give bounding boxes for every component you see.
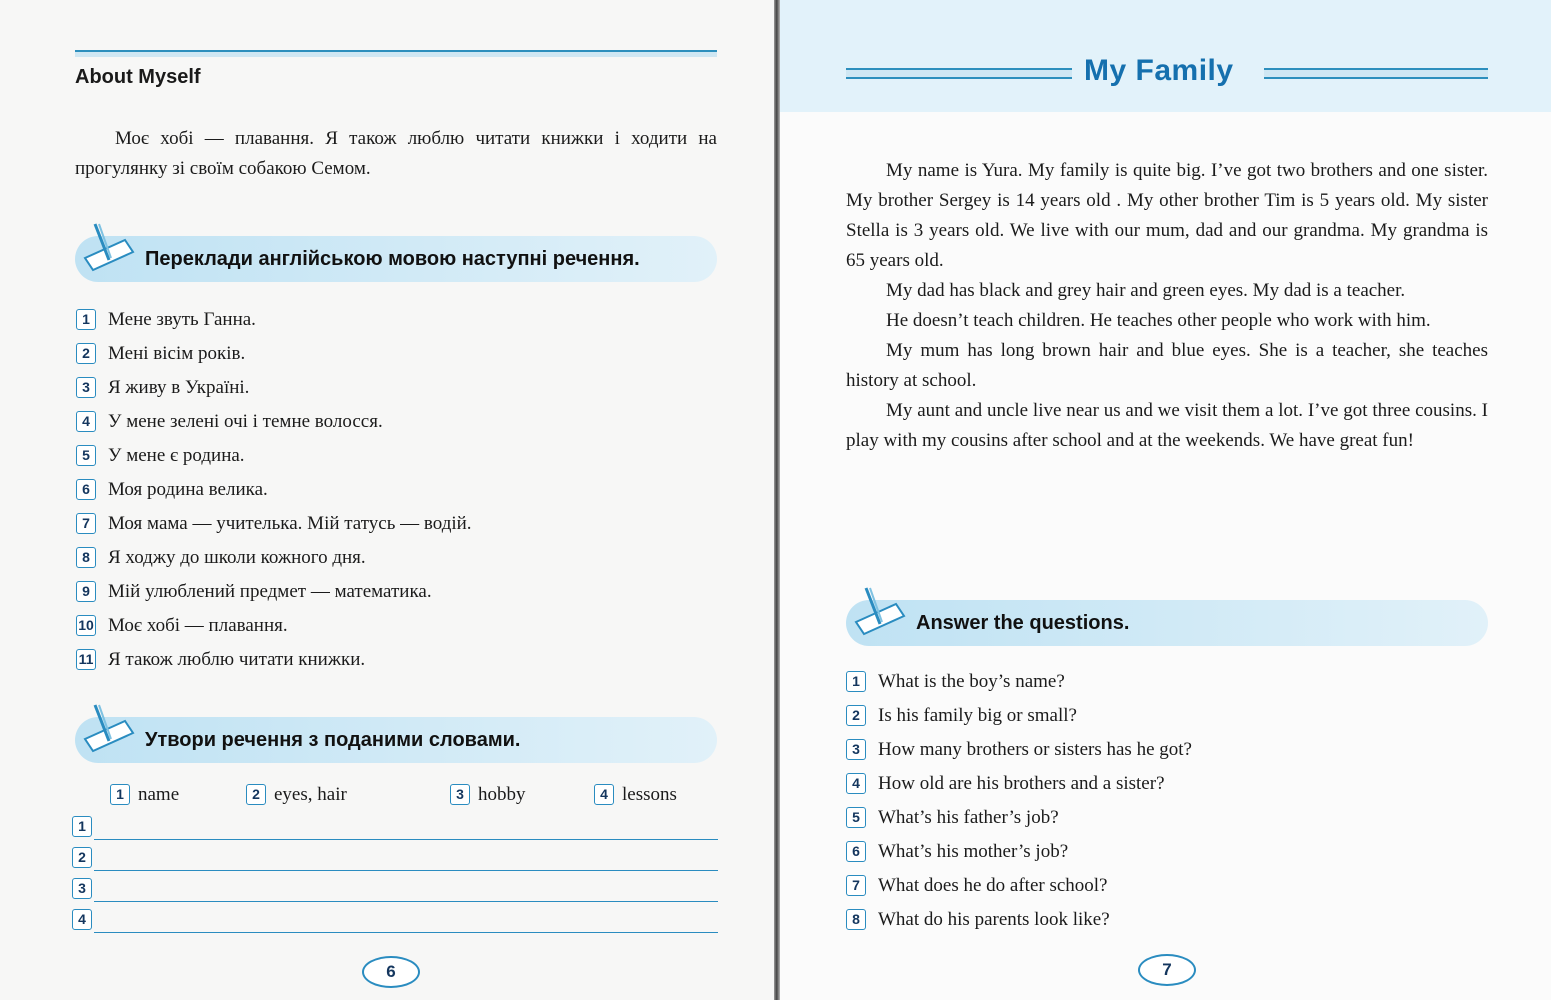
task-instruction: Переклади англійською мовою наступні речення.: [145, 248, 640, 270]
word-item: 2 eyes, hair: [246, 783, 347, 807]
list-item: 6 What’s his mother’s job?: [846, 840, 1486, 874]
list-item: 8 What do his parents look like?: [846, 908, 1486, 942]
pencil-icon: [81, 222, 137, 282]
intro-text: Моє хобі — плавання. Я також люблю читати книжки і ходити на прогулянку зі своїм собакою Семом.: [75, 128, 717, 179]
task-instruction: Утвори речення з поданими словами.: [145, 729, 521, 751]
page-number: 7: [1138, 954, 1196, 986]
task-banner-sentences: [75, 717, 717, 763]
answer-line[interactable]: 1: [72, 814, 718, 840]
list-item: 8 Я ходжу до школи кожного дня.: [76, 546, 716, 580]
task-instruction: Answer the questions.: [916, 612, 1130, 634]
story-text: [846, 156, 1488, 456]
word-bank: [110, 783, 730, 809]
header-rule: [75, 50, 717, 57]
answer-line[interactable]: 2: [72, 845, 718, 871]
page-title: My Family: [1084, 54, 1234, 87]
list-item: 6 Моя родина велика.: [76, 478, 716, 512]
story-paragraph: My name is Yura. My family is quite big. I’ve got two brothers and one sister. My brother Sergey is 14 years old . My other brother Tim is 5 years old. My sister Stella is 3 years old. We live with our mum, dad and our grandma. My grandma is 65 years old.: [846, 160, 1488, 271]
list-item: 9 Мій улюблений предмет — математика.: [76, 580, 716, 614]
answer-line[interactable]: 3: [72, 876, 718, 902]
section-title: About Myself: [75, 66, 201, 88]
answer-line[interactable]: 4: [72, 907, 718, 933]
list-item: 1 What is the boy’s name?: [846, 670, 1486, 704]
word-item: 1 name: [110, 783, 179, 807]
list-item: 5 What’s his father’s job?: [846, 806, 1486, 840]
task-banner-questions: [846, 600, 1488, 646]
word-item: 4 lessons: [594, 783, 677, 807]
list-item: 1 Мене звуть Ганна.: [76, 308, 716, 342]
pencil-icon: [852, 586, 908, 646]
list-item: 5 У мене є родина.: [76, 444, 716, 478]
title-rule-right: [1264, 68, 1488, 79]
list-item: 2 Is his family big or small?: [846, 704, 1486, 738]
list-item: 4 У мене зелені очі і темне волосся.: [76, 410, 716, 444]
story-paragraph: My mum has long brown hair and blue eyes. She is a teacher, she teaches history at school.: [846, 340, 1488, 391]
pencil-icon: [81, 703, 137, 763]
list-item: 7 Моя мама — учителька. Мій татусь — водій.: [76, 512, 716, 546]
list-item: 10 Моє хобі — плавання.: [76, 614, 716, 648]
list-item: 4 How old are his brothers and a sister?: [846, 772, 1486, 806]
translate-list: [76, 308, 716, 682]
list-item: 3 Я живу в Україні.: [76, 376, 716, 410]
word-item: 3 hobby: [450, 783, 526, 807]
list-item: 2 Мені вісім років.: [76, 342, 716, 376]
page-number: 6: [362, 956, 420, 988]
task-banner-translate: [75, 236, 717, 282]
story-paragraph: My aunt and uncle live near us and we visit them a lot. I’ve got three cousins. I play with my cousins after school and at the weekends. We have great fun!: [846, 400, 1488, 451]
title-rule-left: [846, 68, 1072, 79]
questions-list: [846, 670, 1486, 942]
list-item: 11 Я також люблю читати книжки.: [76, 648, 716, 682]
story-paragraph: He doesn’t teach children. He teaches other people who work with him.: [886, 310, 1431, 331]
list-item: 7 What does he do after school?: [846, 874, 1486, 908]
list-item: 3 How many brothers or sisters has he got?: [846, 738, 1486, 772]
story-paragraph: My dad has black and grey hair and green eyes. My dad is a teacher.: [886, 280, 1406, 301]
